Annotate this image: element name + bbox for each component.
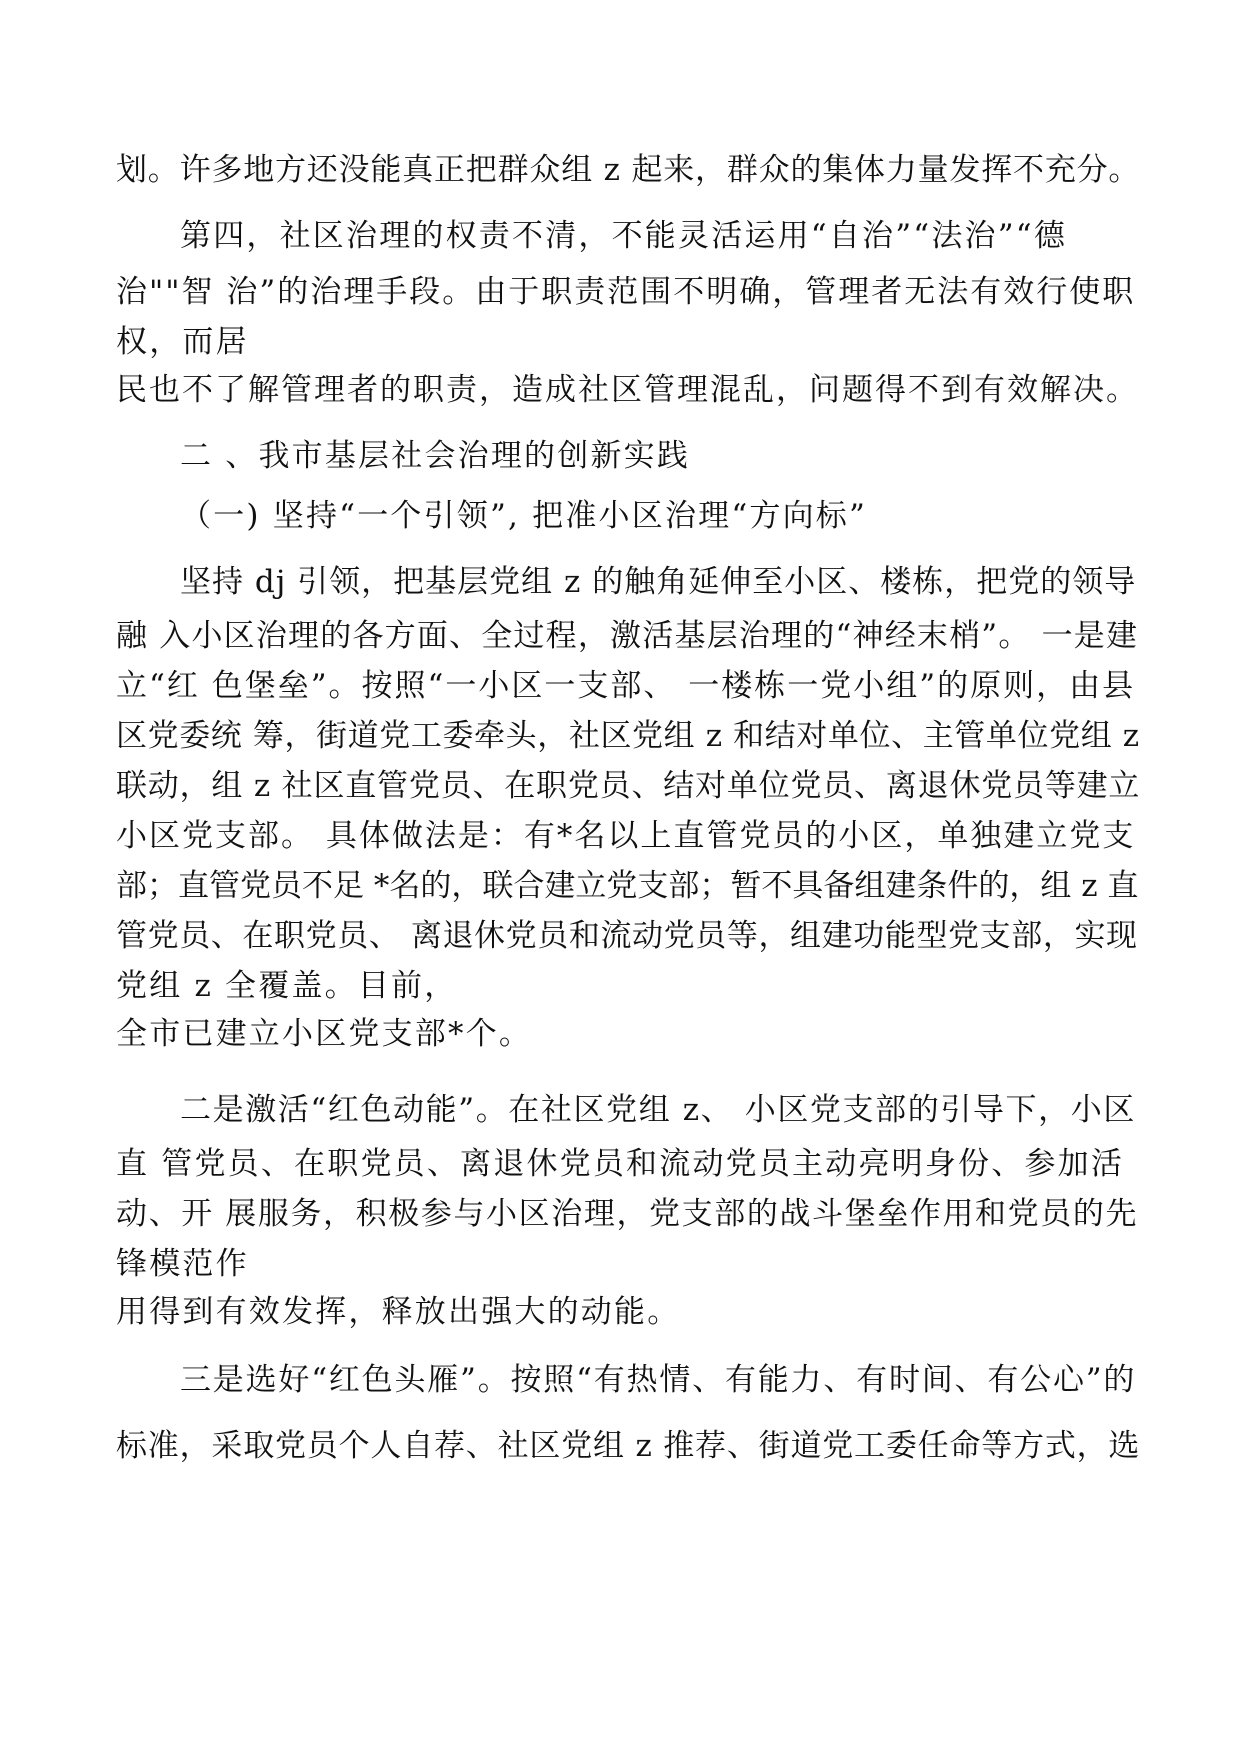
text-line: 管党员、在职党员、 离退休党员和流动党员等，组建功能型党支部，实现 [116, 918, 1138, 954]
paragraph-first-line: 坚持 dj 引领，把基层党组 z 的触角延伸至小区、楼栋，把党的领导 [180, 564, 1137, 600]
text-line: 标准，采取党员个人自荐、社区党组 z 推荐、街道党工委任命等方式，选 [116, 1428, 1141, 1464]
text-line: 部；直管党员不足 *名的，联合建立党支部；暂不具备组建条件的，组 z 直 [116, 868, 1139, 904]
text-line: 立“红 色堡垒”。按照“一小区一支部、 一楼栋一党小组”的原则，由县 [116, 668, 1136, 704]
text-line: 党组 z 全覆盖。目前， [116, 968, 458, 1004]
text-line: 用得到有效发挥，释放出强大的动能。 [116, 1294, 681, 1330]
text-line: 联动，组 z 社区直管党员、在职党员、结对单位党员、离退休党员等建立 [116, 768, 1141, 804]
paragraph-first-line: 三是选好“红色头雁”。按照“有热情、有能力、有时间、有公心”的 [180, 1362, 1137, 1398]
paragraph-first-line: 二是激活“红色动能”。在社区党组 z、 小区党支部的引导下，小区 [180, 1092, 1136, 1128]
text-line: 动、开 展服务，积极参与小区治理，党支部的战斗堡垒作用和党员的先 [116, 1196, 1139, 1232]
text-line: 划。许多地方还没能真正把群众组 z 起来，群众的集体力量发挥不充分。 [116, 152, 1141, 188]
text-line: 全市已建立小区党支部*个。 [116, 1016, 533, 1052]
subsection-heading: （一) 坚持“一个引领”, 把准小区治理“方向标” [180, 498, 868, 534]
text-line: 权，而居 [116, 324, 249, 360]
text-line: 直 管党员、在职党员、离退休党员和流动党员主动亮明身份、参加活 [116, 1146, 1125, 1182]
text-line: 融 入小区治理的各方面、全过程，激活基层治理的“神经末梢”。 一是建 [116, 618, 1139, 654]
text-line: 小区党支部。 具体做法是：有*名以上直管党员的小区，单独建立党支 [116, 818, 1136, 854]
text-line: 治""智 治”的治理手段。由于职责范围不明确，管理者无法有效行使职 [116, 274, 1136, 310]
text-line: 民也不了解管理者的职责，造成社区管理混乱，问题得不到有效解决。 [116, 372, 1139, 408]
text-line: 锋模范作 [116, 1246, 249, 1282]
section-heading: 二 、我市基层社会治理的创新实践 [180, 438, 691, 474]
paragraph-first-line: 第四，社区治理的权责不清，不能灵活运用“自治”“法治”“德 [180, 218, 1068, 254]
text-line: 区党委统 筹，街道党工委牵头，社区党组 z 和结对单位、主管单位党组 z [116, 718, 1140, 754]
